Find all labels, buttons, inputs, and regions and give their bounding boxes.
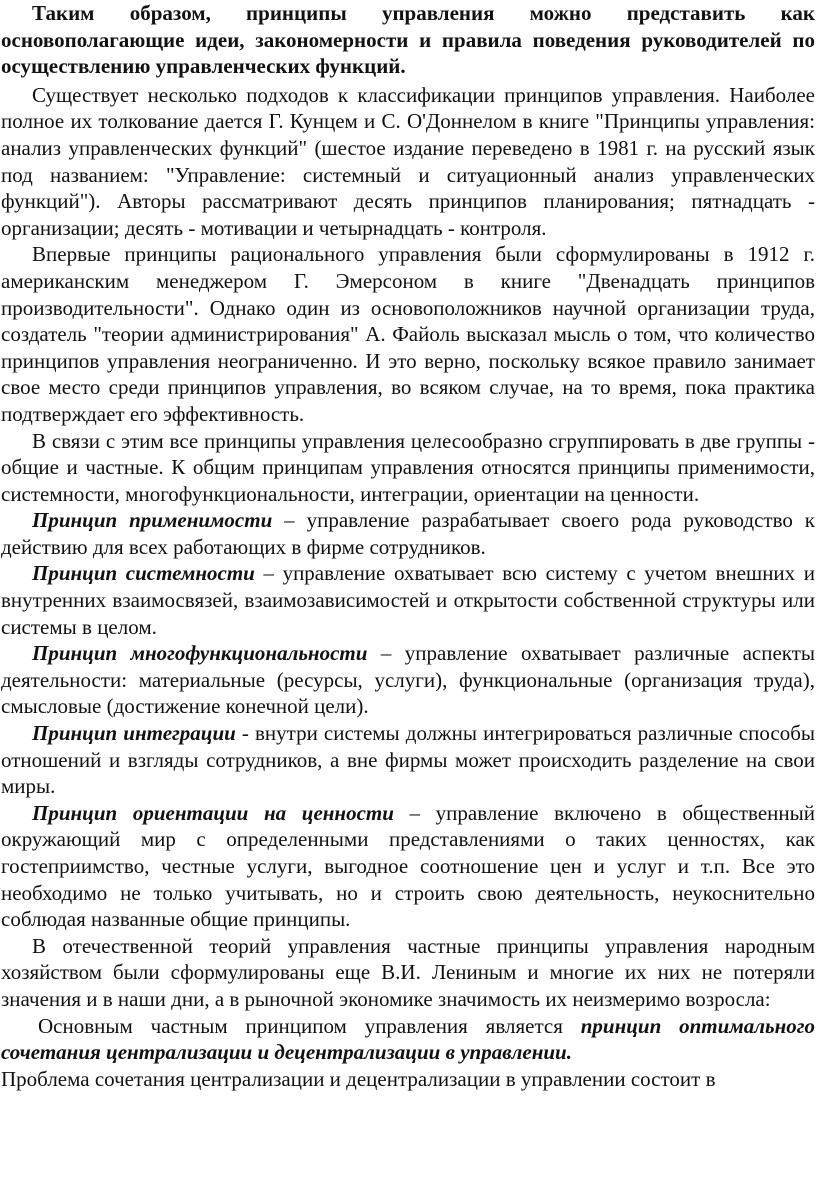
principle-integration — [1, 720, 815, 800]
history-paragraph: Впервые принципы рационального управления были сформулированы в 1912 г. американским менеджером Г. Эмерсоном в книге "Двенадцать принципов производительности". Однако один из основоположников научной организации труда, создатель "теории администрирования" А. Файоль высказал мысль о том, что количество принципов управления неограниченно. И это верно, поскольку всякое правило занимает свое место среди принципов управления, во всяком случае, на то время, пока практика подтверждает его эффективность. — [1, 242, 815, 426]
principle-term: Принцип ориентации на ценности — [32, 800, 394, 825]
principle-values — [1, 800, 815, 933]
principle-text: – управление разрабатывает своего рода руководство к действию для всех работающих в фирме сотрудников. — [1, 508, 815, 559]
principle-text: - внутри системы должны интегрироваться различные способы отношений и взгляды сотрудников, а вне фирмы может происходить разделение на свои миры. — [1, 721, 816, 799]
principle-text: – управление охватывает всю систему с учетом внешних и внутренних взаимосвязей, взаимозависимостей и открытости собственной структуры или системы в целом. — [1, 561, 816, 639]
approaches-paragraph: Существует несколько подходов к классификации принципов управления. Наиболее полное их толкование дается Г. Кунцем и С. О'Доннелом в книге "Принципы управления: анализ управленческих функций" (шестое издание переведено в 1981 г. на русский язык под названием: "Управление: системный и ситуационный анализ управленческих функций"). Авторы рассматривают десять принципов планирования; пятнадцать - организации; десять - мотивации и четырнадцать - контроля. — [1, 82, 815, 240]
principle-term: Принцип интеграции — [32, 721, 236, 746]
domestic-theory-paragraph: В отечественной теорий управления частные принципы управления народным хозяйством были сформулированы еще В.И. Лениным и многие их них не потеряли значения и в наши дни, а в рыночной экономике значимость их неизмеримо возросла: — [1, 933, 815, 1011]
closing-term: принцип оптимального сочетания централизации и децентрализации в управлении. — [1, 1013, 815, 1065]
closing-prefix: Основным частным принципом управления является — [38, 1013, 581, 1038]
continuation-paragraph: Проблема сочетания централизации и децентрализации в управлении состоит в — [1, 1066, 716, 1091]
main-private-principle — [1, 1013, 815, 1066]
principle-text: – управление охватывает различные аспекты деятельности: материальные (ресурсы, услуги), функциональные (организация труда), смысловые (достижение конечной цели). — [1, 641, 815, 719]
principle-text: – управление включено в общественный окружающий мир с определенными представлениями о таких ценностях, как гостеприимство, честные услуги, выгодное соотношение цен и услуг и т.п. Все это необходимо не только учитывать, но и строить свою деятельность, неукоснительно соблюдая названные общие принципы. — [1, 800, 815, 932]
principle-term: Принцип применимости — [32, 508, 273, 533]
principle-multifunctional — [1, 640, 815, 720]
principle-applicability — [1, 507, 815, 560]
principle-term: Принцип системности — [32, 561, 255, 586]
summary-paragraph: Таким образом, принципы управления можно представить как основополагающие идеи, закономерности и правила поведения руководителей по осуществлению управленческих функций. — [1, 1, 815, 79]
principle-term: Принцип многофункциональности — [32, 641, 368, 666]
principle-systemic — [1, 560, 815, 640]
groups-paragraph: В связи с этим все принципы управления целесообразно сгруппировать в две группы - общие и частные. К общим принципам управления относятся принципы применимости, системности, многофункциональности, интеграции, ориентации на ценности. — [1, 428, 815, 506]
